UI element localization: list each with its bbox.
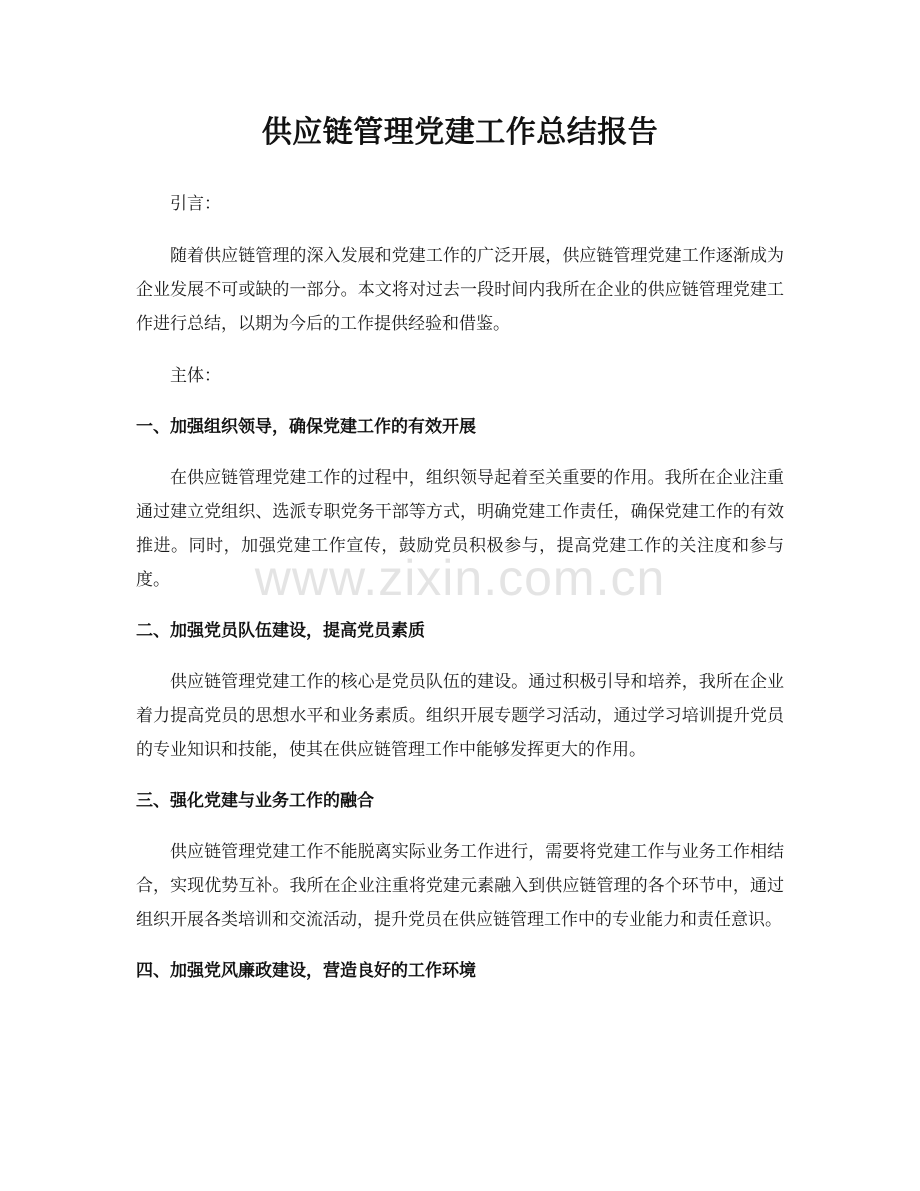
section-3-paragraph: 供应链管理党建工作不能脱离实际业务工作进行，需要将党建工作与业务工作相结合，实现优势互补。我所在企业注重将党建元素融入到供应链管理的各个环节中，通过组织开展各类培训和交流活动，提升党员在供应链管理工作中的专业能力和责任意识。 bbox=[136, 842, 784, 930]
intro-paragraph: 随着供应链管理的深入发展和党建工作的广泛开展，供应链管理党建工作逐渐成为企业发展不可或缺的一部分。本文将对过去一段时间内我所在企业的供应链管理党建工作进行总结，以期为今后的工作提供经验和借鉴。 bbox=[136, 246, 784, 334]
body-label: 主体： bbox=[170, 366, 221, 386]
section-2-paragraph: 供应链管理党建工作的核心是党员队伍的建设。通过积极引导和培养，我所在企业着力提高党员的思想水平和业务素质。组织开展专题学习活动，通过学习培训提升党员的专业知识和技能，使其在供应链管理工作中能够发挥更大的作用。 bbox=[136, 672, 784, 760]
section-4-heading: 四、加强党风廉政建设，营造良好的工作环境 bbox=[136, 961, 476, 981]
section-3-heading: 三、强化党建与业务工作的融合 bbox=[136, 791, 374, 811]
watermark: www.zixin.com.cn bbox=[254, 550, 666, 606]
section-1-heading: 一、加强组织领导，确保党建工作的有效开展 bbox=[136, 417, 476, 437]
intro-label: 引言： bbox=[170, 194, 221, 214]
section-2-heading: 二、加强党员队伍建设，提高党员素质 bbox=[136, 621, 425, 641]
section-1-paragraph: 在供应链管理党建工作的过程中，组织领导起着至关重要的作用。我所在企业注重通过建立党组织、选派专职党务干部等方式，明确党建工作责任，确保党建工作的有效推进。同时，加强党建工作宣传，鼓励党员积极参与，提高党建工作的关注度和参与度。 bbox=[136, 468, 784, 590]
document-title: 供应链管理党建工作总结报告 bbox=[261, 115, 659, 150]
